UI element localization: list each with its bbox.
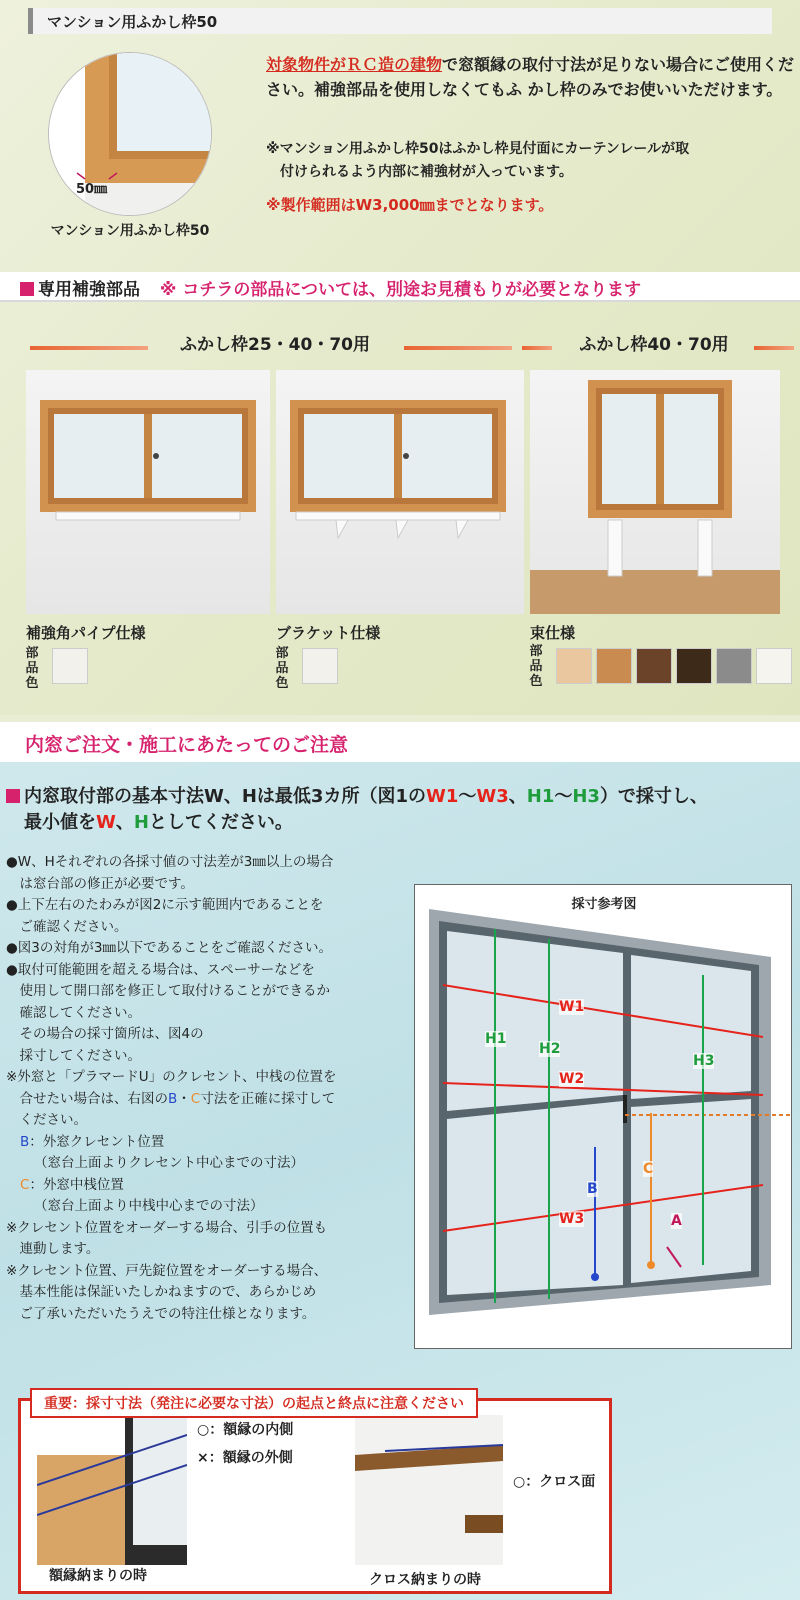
cross-fit-caption: クロス納まりの時 (369, 1569, 481, 1589)
outer-frame-label: ×：額縁の外側 (197, 1450, 293, 1466)
w2-label: W2 (559, 1071, 585, 1087)
bullet-line: ご確認ください。 (6, 918, 128, 935)
bracket-spec-label: ブラケット仕様 (276, 624, 381, 642)
note-line-2: 付けられるよう内部に補強材が入っています。 (280, 164, 573, 180)
h3-label: H3 (693, 1053, 715, 1069)
heading-h3: H3 (572, 786, 600, 807)
heading-w: W (96, 812, 116, 833)
important-heading: 重要：採寸寸法（発注に必要な寸法）の起点と終点に注意ください (30, 1388, 478, 1418)
pipe-spec-photo (26, 370, 270, 614)
group1-rule-right (404, 346, 512, 350)
note-line: （窓台上面より中桟中心までの寸法） (34, 1198, 264, 1214)
pipe-color-swatch (52, 648, 88, 684)
bullet-line: その場合の採寸箇所は、図4の (6, 1026, 204, 1042)
post-color-swatch (596, 648, 632, 684)
pipe-color-label: 部品色 (25, 646, 39, 691)
note-b: B (168, 1090, 178, 1107)
heading-w3: W3 (476, 786, 509, 807)
note-line: ご了承いただいたうえでの特注仕様となります。 (6, 1305, 316, 1322)
frame-corner-illustration (48, 52, 212, 216)
heading-part: 、 (508, 786, 527, 807)
square-bullet-icon (20, 282, 34, 296)
note-c: C (190, 1090, 201, 1107)
note-line-1: ※マンション用ふかし枠50はふかし枠見付面にカーテンレールが取 (266, 141, 690, 157)
note-line: ※外窓と「プラマードU」のクレセント、中桟の位置を (6, 1069, 337, 1085)
important-box (18, 1398, 612, 1594)
note-line: （窓台上面よりクレセント中心までの寸法） (34, 1155, 304, 1171)
parts-heading (0, 272, 800, 302)
heading-part: 〜 (554, 786, 573, 807)
production-range-note: ※製作範囲はW3,000㎜までとなります。 (266, 196, 554, 214)
heading-part: 最小値を (24, 812, 96, 833)
measurement-diagram (414, 884, 792, 1349)
note-part: ： (29, 1133, 43, 1150)
heading-part: 、 (115, 812, 134, 833)
bullet-line: ●W、Hそれぞれの各採寸値の寸法差が3㎜以上の場合 (6, 854, 334, 870)
heading-part: としてください。 (148, 812, 293, 833)
bullet-line: は窓台部の修正が必要です。 (6, 875, 194, 892)
bullet-line: ●取付可能範囲を超える場合は、スペーサーなどを (6, 961, 315, 978)
c-label: C (643, 1161, 654, 1177)
post-color-swatch (556, 648, 592, 684)
dimension-label: 50㎜ (76, 182, 108, 197)
bullet-line: ●図3の対角が3㎜以下であることをご確認ください。 (6, 940, 332, 956)
post-color-label: 部品色 (529, 644, 543, 689)
parts-heading-note: ※ コチラの部品については、別途お見積もりが必要となります (159, 280, 642, 300)
note-line: ください。 (6, 1112, 87, 1128)
b-label: B (587, 1181, 598, 1197)
attention-bullets (6, 852, 398, 1325)
post-color-swatch (716, 648, 752, 684)
heading-part: ）で採寸し、 (599, 786, 708, 807)
page-title: マンション用ふかし枠50 (28, 8, 772, 34)
b-key: B (20, 1133, 30, 1150)
bracket-spec-photo (276, 370, 524, 614)
note-line: ※クレセント位置、戸先錠位置をオーダーする場合、 (6, 1262, 328, 1279)
note-part: ： (29, 1176, 43, 1193)
heading-h: H (133, 812, 149, 833)
c-desc: 外窓中桟位置 (42, 1176, 124, 1193)
note-part: 寸法を正確に採寸して (200, 1090, 336, 1107)
post-color-swatch (676, 648, 712, 684)
cross-surface-label: ○：クロス面 (513, 1474, 596, 1490)
bullet-line: 確認してください。 (6, 1004, 141, 1021)
note-line (6, 1175, 398, 1197)
intro-body: で窓額縁の取付寸法が足りない場合にご使用ください。補強部品を使用しなくてもふ かし枠のみでお使いいただけます。 (266, 55, 795, 99)
post-color-swatch (756, 648, 792, 684)
group1-rule-left (30, 346, 148, 350)
bracket-color-label: 部品色 (275, 646, 289, 691)
group2-rule-right (754, 346, 794, 350)
note-line: ※クレセント位置をオーダーする場合、引手の位置も (6, 1219, 328, 1236)
note-line: 基本性能は保証いたしかねますので、あらかじめ (6, 1284, 317, 1300)
heading-part: 内窓取付部の基本寸法W、Hは最低3カ所（図1の (24, 786, 426, 807)
heading-w1: W1 (425, 786, 459, 807)
c-key: C (20, 1176, 30, 1193)
group1-heading: ふかし枠25・40・70用 (180, 335, 370, 355)
note-line (6, 1132, 398, 1154)
bullet-line: 採寸してください。 (6, 1047, 141, 1064)
post-spec-label: 束仕様 (530, 624, 576, 642)
bullet-line: ●上下左右のたわみが図2に示す範囲内であることを (6, 897, 324, 913)
heading-h1: H1 (526, 786, 555, 807)
note-line: 連動します。 (6, 1241, 100, 1257)
a-label: A (671, 1213, 682, 1229)
square-bullet-icon (6, 789, 20, 803)
w1-label: W1 (559, 999, 585, 1015)
bullet-line: 使用して開口部を修正して取付けることができるか (6, 983, 330, 999)
note-line (6, 1089, 398, 1111)
note-part: 合せたい場合は、右図の (6, 1090, 168, 1107)
post-color-swatch (636, 648, 672, 684)
diagram-title: 採寸参考図 (571, 897, 637, 912)
w3-label: W3 (559, 1211, 585, 1227)
h1-label: H1 (485, 1031, 507, 1047)
group2-rule-left (522, 346, 552, 350)
support-post-spec-photo (530, 370, 780, 614)
group2-heading: ふかし枠40・70用 (579, 335, 729, 355)
pipe-spec-label: 補強角パイプ仕様 (26, 624, 146, 642)
intro-text (266, 52, 796, 102)
h2-label: H2 (539, 1041, 561, 1057)
reinforcement-note (266, 138, 796, 184)
b-desc: 外窓クレセント位置 (42, 1133, 165, 1150)
illustration-caption: マンション用ふかし枠50 (50, 223, 210, 239)
bracket-color-swatch (302, 648, 338, 684)
inner-frame-label: ○：額縁の内側 (197, 1422, 294, 1438)
heading-part: 〜 (458, 786, 477, 807)
frame-fit-caption: 額縁納まりの時 (49, 1565, 147, 1585)
note-part: ・ (177, 1090, 191, 1107)
measurement-heading (6, 784, 796, 836)
parts-heading-label: 専用補強部品 (38, 280, 140, 300)
intro-highlight: 対象物件がＲＣ造の建物 (266, 55, 443, 74)
attention-title: 内窓ご注文・施工にあたってのご注意 (25, 734, 349, 756)
